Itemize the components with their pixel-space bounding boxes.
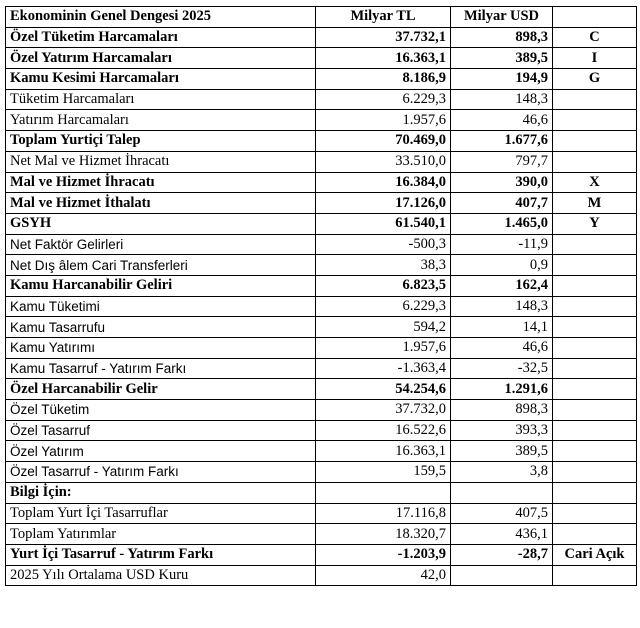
table-row <box>6 565 637 586</box>
table-row <box>6 213 637 234</box>
row-code <box>553 89 637 110</box>
value-tl: 16.363,1 <box>316 48 451 69</box>
row-code <box>553 400 637 421</box>
value-usd: 436,1 <box>451 524 553 545</box>
row-code <box>553 317 637 338</box>
value-usd: 390,0 <box>451 172 553 193</box>
row-code: Cari Açık <box>553 544 637 565</box>
value-usd: 393,3 <box>451 420 553 441</box>
table-row <box>6 48 637 69</box>
value-usd: 148,3 <box>451 296 553 317</box>
row-label: Net Dış âlem Cari Transferleri <box>6 255 316 276</box>
row-label: Toplam Yurt İçi Tasarruflar <box>6 503 316 524</box>
table-row <box>6 255 637 276</box>
row-label: Kamu Tasarrufu <box>6 317 316 338</box>
row-label: Özel Tasarruf - Yatırım Farkı <box>6 462 316 483</box>
row-label: Yatırım Harcamaları <box>6 110 316 131</box>
table-row <box>6 27 637 48</box>
table-row <box>6 234 637 255</box>
row-label: Net Mal ve Hizmet İhracatı <box>6 151 316 172</box>
value-tl: 70.469,0 <box>316 131 451 152</box>
table-row <box>6 317 637 338</box>
value-tl: 54.254,6 <box>316 379 451 400</box>
table-row <box>6 296 637 317</box>
table-row <box>6 338 637 359</box>
value-tl: 42,0 <box>316 565 451 586</box>
row-label: Özel Yatırım <box>6 441 316 462</box>
row-label: Özel Tasarruf <box>6 420 316 441</box>
value-tl: -500,3 <box>316 234 451 255</box>
table-row <box>6 400 637 421</box>
row-code <box>553 234 637 255</box>
row-label: Özel Harcanabilir Gelir <box>6 379 316 400</box>
row-label: Özel Tüketim Harcamaları <box>6 27 316 48</box>
table-title: Ekonominin Genel Dengesi 2025 <box>6 7 316 28</box>
value-usd: 389,5 <box>451 48 553 69</box>
row-label: Bilgi İçin: <box>6 482 316 503</box>
value-tl: 16.363,1 <box>316 441 451 462</box>
value-usd: 797,7 <box>451 151 553 172</box>
value-tl: 6.823,5 <box>316 275 451 296</box>
value-usd: 148,3 <box>451 89 553 110</box>
column-header-usd: Milyar USD <box>451 7 553 28</box>
row-code: X <box>553 172 637 193</box>
row-code <box>553 379 637 400</box>
value-tl: -1.203,9 <box>316 544 451 565</box>
row-label: 2025 Yılı Ortalama USD Kuru <box>6 565 316 586</box>
value-tl: 37.732,1 <box>316 27 451 48</box>
table-row <box>6 482 637 503</box>
row-label: Mal ve Hizmet İthalatı <box>6 193 316 214</box>
table-row <box>6 379 637 400</box>
value-tl: 61.540,1 <box>316 213 451 234</box>
table-body <box>6 27 637 586</box>
row-label: Kamu Yatırımı <box>6 338 316 359</box>
row-label: Tüketim Harcamaları <box>6 89 316 110</box>
row-label: Özel Tüketim <box>6 400 316 421</box>
row-code <box>553 296 637 317</box>
table-row <box>6 544 637 565</box>
value-tl: 594,2 <box>316 317 451 338</box>
value-tl: 1.957,6 <box>316 110 451 131</box>
table-row <box>6 503 637 524</box>
value-usd: 46,6 <box>451 338 553 359</box>
value-usd: 1.291,6 <box>451 379 553 400</box>
value-tl: -1.363,4 <box>316 358 451 379</box>
table-row <box>6 420 637 441</box>
row-code <box>553 503 637 524</box>
column-header-code <box>553 7 637 28</box>
row-label: Kamu Tasarruf - Yatırım Farkı <box>6 358 316 379</box>
value-tl: 16.384,0 <box>316 172 451 193</box>
value-tl: 159,5 <box>316 462 451 483</box>
row-label: Net Faktör Gelirleri <box>6 234 316 255</box>
column-header-tl: Milyar TL <box>316 7 451 28</box>
value-usd: 1.677,6 <box>451 131 553 152</box>
value-tl: 6.229,3 <box>316 89 451 110</box>
row-code <box>553 255 637 276</box>
row-code: I <box>553 48 637 69</box>
row-code <box>553 131 637 152</box>
value-tl: 18.320,7 <box>316 524 451 545</box>
value-usd: 407,5 <box>451 503 553 524</box>
row-code <box>553 482 637 503</box>
table-row <box>6 69 637 90</box>
row-code <box>553 151 637 172</box>
row-code: G <box>553 69 637 90</box>
row-code <box>553 420 637 441</box>
row-code <box>553 110 637 131</box>
table-row <box>6 441 637 462</box>
value-tl: 16.522,6 <box>316 420 451 441</box>
value-usd: 162,4 <box>451 275 553 296</box>
table-row <box>6 131 637 152</box>
row-label: Özel Yatırım Harcamaları <box>6 48 316 69</box>
row-code <box>553 338 637 359</box>
value-tl: 38,3 <box>316 255 451 276</box>
table-row <box>6 172 637 193</box>
value-usd <box>451 565 553 586</box>
value-tl: 33.510,0 <box>316 151 451 172</box>
row-code <box>553 441 637 462</box>
value-tl: 17.126,0 <box>316 193 451 214</box>
row-label: Kamu Tüketimi <box>6 296 316 317</box>
row-label: GSYH <box>6 213 316 234</box>
value-usd: 3,8 <box>451 462 553 483</box>
table-row <box>6 89 637 110</box>
value-usd: -32,5 <box>451 358 553 379</box>
row-code <box>553 275 637 296</box>
table-row <box>6 524 637 545</box>
value-usd: 1.465,0 <box>451 213 553 234</box>
value-tl <box>316 482 451 503</box>
row-label: Toplam Yurtiçi Talep <box>6 131 316 152</box>
value-usd: -28,7 <box>451 544 553 565</box>
value-usd: 407,7 <box>451 193 553 214</box>
value-usd: 194,9 <box>451 69 553 90</box>
value-tl: 17.116,8 <box>316 503 451 524</box>
value-usd: 898,3 <box>451 27 553 48</box>
row-label: Toplam Yatırımlar <box>6 524 316 545</box>
value-tl: 8.186,9 <box>316 69 451 90</box>
row-code <box>553 358 637 379</box>
value-usd <box>451 482 553 503</box>
row-label: Kamu Kesimi Harcamaları <box>6 69 316 90</box>
table-row <box>6 358 637 379</box>
table-row <box>6 110 637 131</box>
row-code <box>553 565 637 586</box>
header-row <box>6 7 637 28</box>
table-row <box>6 193 637 214</box>
value-tl: 37.732,0 <box>316 400 451 421</box>
table-row <box>6 151 637 172</box>
row-label: Mal ve Hizmet İhracatı <box>6 172 316 193</box>
row-code <box>553 524 637 545</box>
row-code: M <box>553 193 637 214</box>
row-code <box>553 462 637 483</box>
value-usd: 898,3 <box>451 400 553 421</box>
value-usd: 389,5 <box>451 441 553 462</box>
value-usd: -11,9 <box>451 234 553 255</box>
value-usd: 46,6 <box>451 110 553 131</box>
value-tl: 1.957,6 <box>316 338 451 359</box>
row-code: Y <box>553 213 637 234</box>
table-row <box>6 462 637 483</box>
economic-balance-table <box>5 6 637 586</box>
value-usd: 0,9 <box>451 255 553 276</box>
value-tl: 6.229,3 <box>316 296 451 317</box>
row-label: Yurt İçi Tasarruf - Yatırım Farkı <box>6 544 316 565</box>
value-usd: 14,1 <box>451 317 553 338</box>
row-label: Kamu Harcanabilir Geliri <box>6 275 316 296</box>
table-row <box>6 275 637 296</box>
row-code: C <box>553 27 637 48</box>
